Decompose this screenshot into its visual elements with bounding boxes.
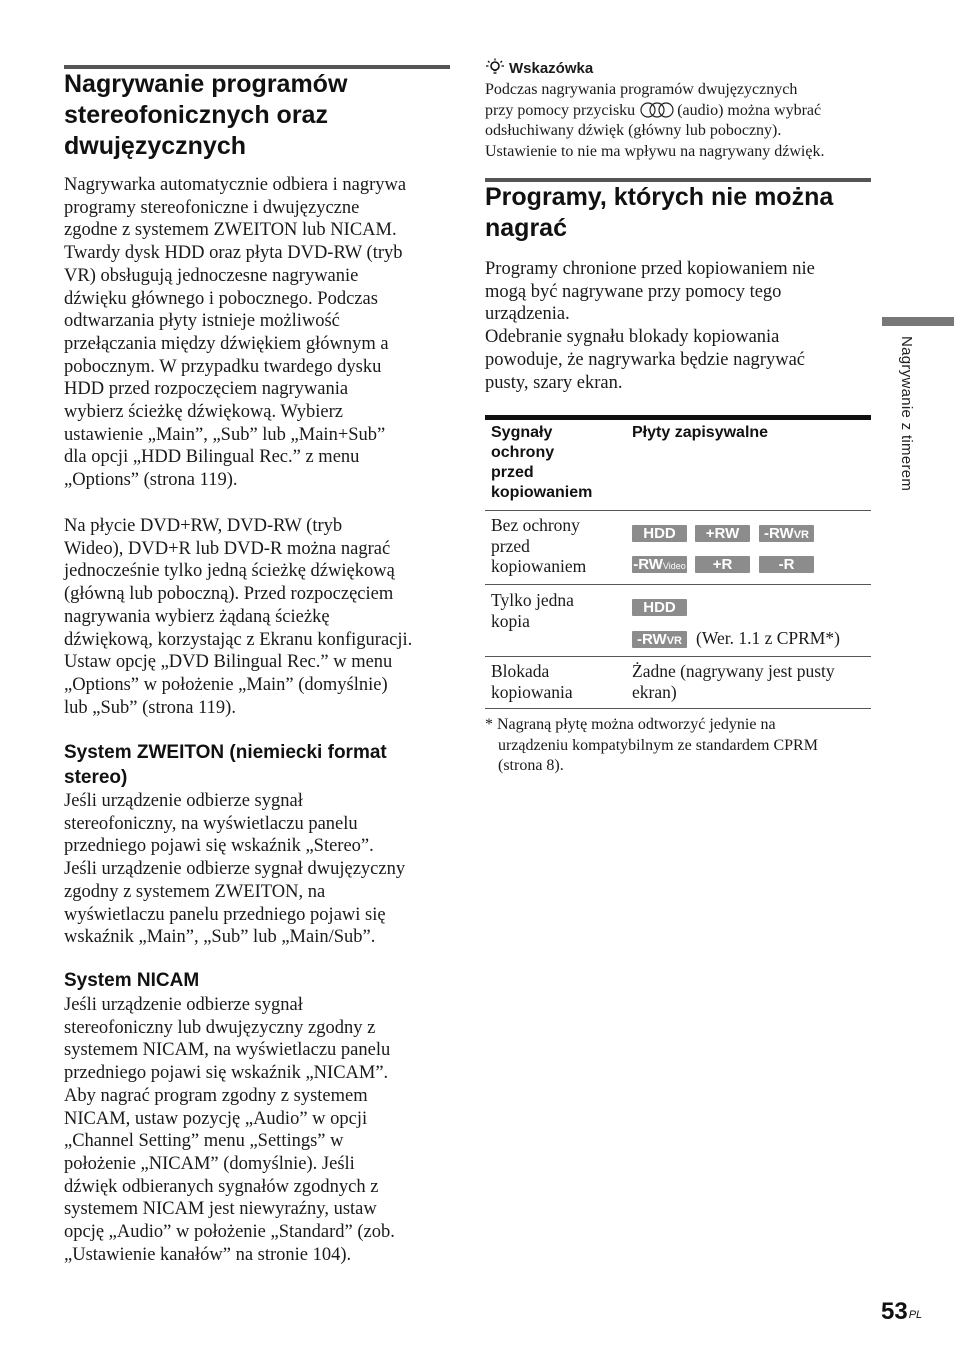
text-line: Nagrywarka automatycznie odbiera i nagrywa <box>64 175 407 195</box>
badge-hdd: HDD <box>632 525 687 542</box>
footnote <box>485 715 877 777</box>
badge-hdd: HDD <box>632 599 687 616</box>
text-line: Jeśli urządzenie odbierze sygnał <box>64 791 303 811</box>
text-line: wyświetlaczu panelu przedniego pojawi się <box>64 904 386 925</box>
table-header-discs: Płyty zapisywalne <box>632 424 769 441</box>
badge-minus-rw-vr <box>759 525 814 542</box>
subheading-line: System ZWEITON (niemiecki format <box>64 742 387 763</box>
text-line: lub „Sub” (strona 119). <box>64 697 236 718</box>
text-line: mogą być nagrywane przy pomocy tego <box>485 281 782 302</box>
text-line: Na płycie DVD+RW, DVD-RW (tryb <box>64 516 343 536</box>
heading-stereo-bilingual <box>64 69 454 162</box>
text-line: kopiowaniem <box>491 556 587 576</box>
text-line: Żadne (nagrywany jest pusty <box>632 661 835 681</box>
text-line: VR) obsługują jednoczesne nagrywanie <box>64 265 359 286</box>
badge-text: -RW <box>637 631 667 648</box>
text-line: Podczas nagrywania programów dwujęzycznych <box>485 81 798 98</box>
text-line: „Options” (strona 119). <box>64 470 238 491</box>
text-line: kopia <box>491 610 530 631</box>
text-line: Jeśli urządzenie odbierze sygnał dwujęzyczny <box>64 859 406 880</box>
text-line: wybierz ścieżkę dźwiękową. Wybierz <box>64 402 343 423</box>
text-line: dźwięk odbieranych sygnałów zgodnych z <box>64 1176 379 1197</box>
tip-heading-label: Wskazówka <box>509 60 594 77</box>
text-line: wskaźnik „Main”, „Sub” lub „Main/Sub”. <box>64 927 376 948</box>
text-line: Odebranie sygnału blokady kopiowania <box>485 327 780 348</box>
row-label <box>491 661 573 702</box>
heading-line: dwujęzycznych <box>64 132 246 160</box>
text-fragment: (audio) można wybrać <box>677 101 822 119</box>
audio-button-icon <box>639 102 675 118</box>
table-header-signals <box>491 423 592 503</box>
text-line: (główną lub poboczną). Przed rozpoczęciem <box>64 584 394 605</box>
table-row <box>485 511 871 585</box>
heading-line: stereofonicznych oraz <box>64 101 328 129</box>
text-line: przełączania między dźwiękiem głównym a <box>64 333 389 354</box>
badge-plus-r: +R <box>695 556 750 573</box>
text-line: ustawienie „Main”, „Sub” lub „Main+Sub” <box>64 424 386 445</box>
badge-sub: VR <box>666 635 682 647</box>
badge-sub: Video <box>662 561 686 571</box>
text-line: pobocznym. W przypadku twardego dysku <box>64 356 382 377</box>
text-line: opcję „Audio” w położenie „Standard” (zob. <box>64 1222 395 1243</box>
subheading-zweiton <box>64 740 387 790</box>
text-line: ekran) <box>632 681 677 702</box>
text-line: położenie „NICAM” (domyślnie). Jeśli <box>64 1153 355 1174</box>
text-line: przedniego pojawi się wskaźnik „NICAM”. <box>64 1063 389 1084</box>
text-line <box>485 101 877 122</box>
text-line: Bez ochrony <box>491 515 580 535</box>
badge-text: -RW <box>633 556 663 573</box>
badge-minus-rw-video <box>632 556 687 573</box>
text-line: Blokada <box>491 661 550 681</box>
table-header-row <box>485 420 871 511</box>
text-line: dla opcji „HDD Bilingual Rec.” z menu <box>64 447 360 468</box>
text-line: jednocześnie tylko jedną ścieżkę dźwiękową <box>64 561 395 582</box>
text-line: przed <box>491 535 530 556</box>
text-line: pusty, szary ekran. <box>485 372 623 393</box>
row-value <box>632 661 835 702</box>
badge-minus-rw-vr <box>632 631 687 648</box>
text-line: „Ustawienie kanałów” na stronie 104). <box>64 1244 352 1265</box>
heading-line: Programy, których nie można <box>485 183 834 211</box>
page-language-suffix: PL <box>908 1309 923 1321</box>
paragraph-zweiton <box>64 790 405 949</box>
side-tab-label: Nagrywanie z timerem <box>898 336 915 492</box>
text-line: ochrony <box>491 444 555 461</box>
paragraph-dvd-tracks <box>64 515 412 719</box>
paragraph-nicam <box>64 994 395 1266</box>
text-line: Jeśli urządzenie odbierze sygnał <box>64 995 303 1015</box>
text-line: Tylko jedna <box>491 590 574 610</box>
text-line: Aby nagrać program zgodny z systemem <box>64 1085 368 1106</box>
text-line: * Nagraną płytę można odtworzyć jedynie na <box>485 716 776 733</box>
text-line: kopiowaniem <box>491 484 593 501</box>
badge-sub: VR <box>793 529 809 541</box>
text-line: przedniego pojawi się wskaźnik „Stereo”. <box>64 836 374 857</box>
text-line: stereofoniczny, na wyświetlaczu panelu <box>64 813 358 834</box>
badge-plus-rw: +RW <box>695 525 750 542</box>
text-line: odsłuchiwany dźwięk (główny lub poboczny). <box>485 122 782 139</box>
row-label <box>491 515 586 577</box>
text-line: powoduje, że nagrywarka będzie nagrywać <box>485 349 806 370</box>
text-line: systemem NICAM jest niewyraźny, ustaw <box>64 1199 377 1220</box>
text-line: kopiowania <box>491 681 573 702</box>
text-line: urządzeniu kompatybilnym ze standardem CPRM <box>498 736 818 754</box>
heading-line: Nagrywanie programów <box>64 70 348 98</box>
text-line: „Channel Setting” menu „Settings” w <box>64 1131 344 1152</box>
text-line: zgodne z systemem ZWEITON lub NICAM. <box>64 220 397 241</box>
lightbulb-icon <box>485 58 505 76</box>
text-line: stereofoniczny lub dwujęzyczny zgodny z <box>64 1017 376 1038</box>
text-line: przed <box>491 464 534 481</box>
row-note: (Wer. 1.1 z CPRM*) <box>696 628 840 648</box>
text-line: (strona 8). <box>498 757 564 774</box>
text-line: zgodny z systemem ZWEITON, na <box>64 881 326 902</box>
text-line: urządzenia. <box>485 304 570 325</box>
text-line: Wideo), DVD+R lub DVD-R można nagrać <box>64 538 391 559</box>
text-line: NICAM, ustaw pozycję „Audio” w opcji <box>64 1108 368 1129</box>
text-line: programy stereofoniczne i dwujęzyczne <box>64 197 360 218</box>
page-number-value: 53 <box>881 1298 908 1325</box>
text-fragment: przy pomocy przycisku <box>485 101 636 119</box>
tip-text <box>485 80 877 162</box>
row-label <box>491 590 574 631</box>
text-line: Twardy dysk HDD oraz płyta DVD-RW (tryb <box>64 243 403 264</box>
heading-unrecordable-programs <box>485 182 875 244</box>
text-line: systemem NICAM, na wyświetlaczu panelu <box>64 1040 391 1061</box>
tip-heading <box>485 58 593 79</box>
text-line: Ustaw opcję „DVD Bilingual Rec.” w menu <box>64 652 393 673</box>
table-row <box>485 657 871 709</box>
text-line: Programy chronione przed kopiowaniem nie <box>485 259 815 279</box>
text-line: „Options” w położenie „Main” (domyślnie) <box>64 674 388 695</box>
text-line: dźwiękową, korzystając z Ekranu konfiguracji. <box>64 629 413 650</box>
badge-minus-r: -R <box>759 556 814 573</box>
text-line: HDD przed rozpoczęciem nagrywania <box>64 379 349 400</box>
copy-protection-table <box>485 415 871 709</box>
text-line: odtwarzania płyty istnieje możliwość <box>64 311 340 332</box>
text-line: nagrywania wybierz żądaną ścieżkę <box>64 606 330 627</box>
paragraph-copy-protection <box>485 258 815 394</box>
text-line: Sygnały <box>491 424 553 441</box>
paragraph-intro <box>64 174 406 492</box>
text-line: Ustawienie to nie ma wpływu na nagrywany dźwięk. <box>485 142 825 160</box>
badge-text: -RW <box>764 525 794 542</box>
subheading-nicam: System NICAM <box>64 970 200 991</box>
side-tab-bar <box>882 317 954 326</box>
text-line: dźwięku głównego i pobocznego. Podczas <box>64 288 378 309</box>
heading-line: nagrać <box>485 214 567 242</box>
table-row <box>485 585 871 657</box>
subheading-line: stereo) <box>64 767 128 788</box>
page-number <box>881 1298 922 1329</box>
